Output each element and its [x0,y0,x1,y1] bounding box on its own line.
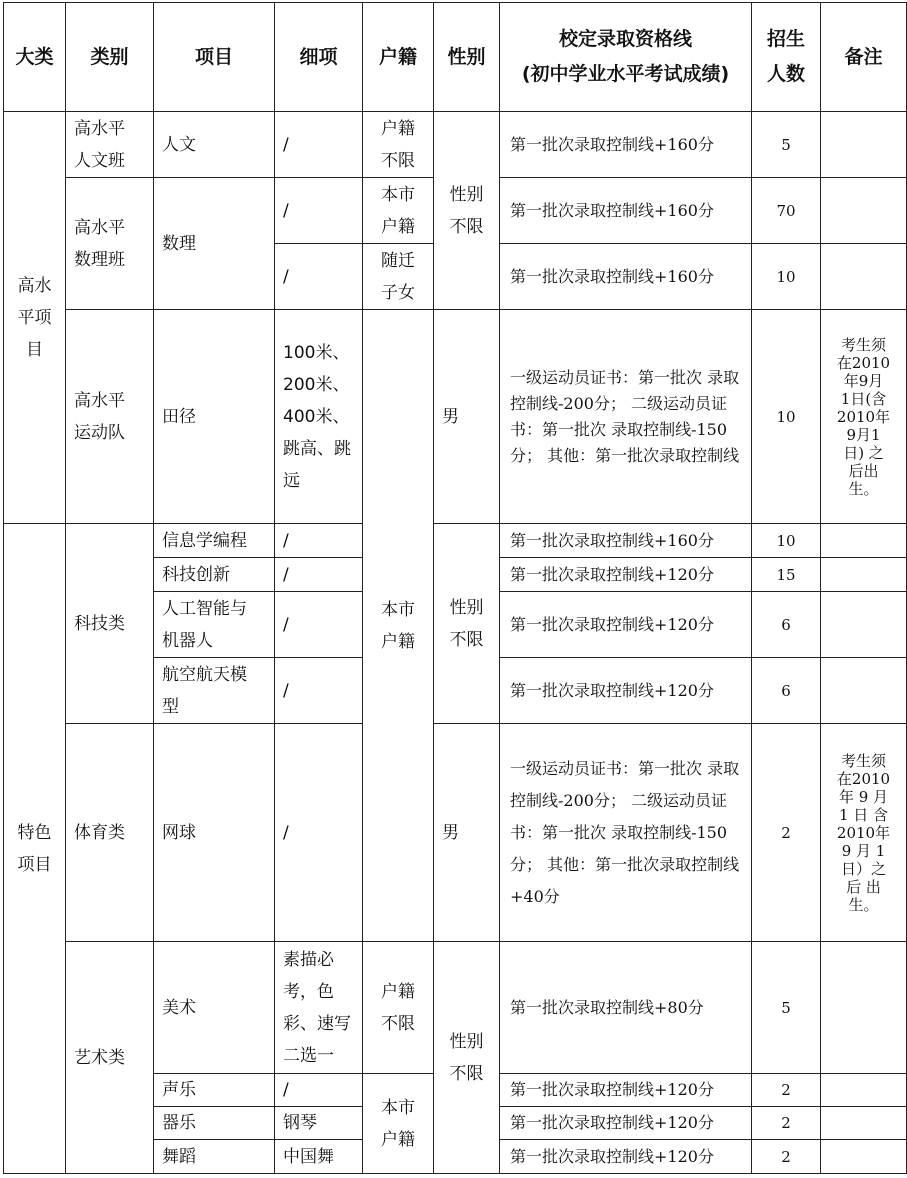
detail-cell: / [275,1074,363,1107]
table-row [4,724,907,942]
requirement-cell: 第一批次录取控制线+120分 [500,1107,752,1140]
header-project: 项目 [154,3,275,112]
detail-cell: / [275,724,363,942]
header-notes: 备注 [821,3,907,112]
detail-cell: 素描必 考，色 彩、速写 二选一 [275,942,363,1074]
quota-cell: 2 [752,1107,821,1140]
requirement-cell: 第一批次录取控制线+120分 [500,1074,752,1107]
project-cell: 航空航天模 型 [154,658,275,724]
project-cell: 科技创新 [154,558,275,592]
project-cell: 美术 [154,942,275,1074]
detail-cell: 中国舞 [275,1140,363,1174]
table-row [4,942,907,1074]
project-cell: 网球 [154,724,275,942]
hukou-cell: 随迁 子女 [363,244,434,310]
project-cell: 信息学编程 [154,524,275,558]
project-cell: 声乐 [154,1074,275,1107]
gender-cell: 性别 不限 [434,942,500,1174]
notes-cell [821,524,907,558]
type-cell: 高水平 人文班 [66,112,154,178]
quota-cell: 2 [752,724,821,942]
requirement-cell: 第一批次录取控制线+160分 [500,524,752,558]
header-hukou: 户籍 [363,3,434,112]
requirement-cell: 第一批次录取控制线+120分 [500,592,752,658]
quota-cell: 10 [752,524,821,558]
detail-cell: / [275,592,363,658]
quota-cell: 2 [752,1074,821,1107]
hukou-cell: 本市 户籍 [363,1074,434,1174]
requirement-cell: 第一批次录取控制线+120分 [500,1140,752,1174]
hukou-cell: 户籍 不限 [363,942,434,1074]
quota-cell: 70 [752,178,821,244]
detail-cell: / [275,524,363,558]
group-special: 特色 项目 [4,524,66,1174]
notes-cell [821,178,907,244]
notes-cell [821,1074,907,1107]
project-cell: 人文 [154,112,275,178]
detail-cell: 100米、 200米、 400米、 跳高、跳 远 [275,310,363,524]
header-quota: 招生 人数 [752,3,821,112]
hukou-cell: 本市 户籍 [363,310,434,942]
notes-cell [821,558,907,592]
gender-cell: 性别 不限 [434,524,500,724]
notes-cell [821,1140,907,1174]
hukou-cell: 本市 户籍 [363,178,434,244]
detail-cell: / [275,244,363,310]
detail-cell: / [275,112,363,178]
notes-cell [821,942,907,1074]
header-requirement: 校定录取资格线 (初中学业水平考试成绩) [500,3,752,112]
header-gender: 性别 [434,3,500,112]
type-cell: 科技类 [66,524,154,724]
group-high-level: 高水 平项 目 [4,112,66,524]
notes-cell [821,592,907,658]
gender-cell: 性别 不限 [434,112,500,310]
requirement-cell: 第一批次录取控制线+160分 [500,178,752,244]
notes-cell: 考生须 在2010 年9月 1日(含 2010年 9月1 日) 之 后出 生。 [821,310,907,524]
type-cell: 体育类 [66,724,154,942]
notes-cell [821,1107,907,1140]
requirement-cell: 第一批次录取控制线+120分 [500,558,752,592]
quota-cell: 10 [752,310,821,524]
project-cell: 田径 [154,310,275,524]
detail-cell: / [275,658,363,724]
notes-cell [821,112,907,178]
header-row [4,3,907,112]
requirement-cell: 第一批次录取控制线+80分 [500,942,752,1074]
quota-cell: 5 [752,942,821,1074]
table-row [4,310,907,524]
notes-cell [821,658,907,724]
notes-cell: 考生须 在2010 年 9 月 1 日 含 2010年 9 月 1 日）之 后 出 生。 [821,724,907,942]
requirement-cell: 第一批次录取控制线+160分 [500,112,752,178]
header-type: 类别 [66,3,154,112]
type-cell: 高水平 数理班 [66,178,154,310]
quota-cell: 15 [752,558,821,592]
requirement-cell: 一级运动员证书：第一批次 录取控制线-200分； 二级运动员证书：第一批次 录取控制线-150分； 其他：第一批次录取控制线 +40分 [500,724,752,942]
project-cell: 器乐 [154,1107,275,1140]
detail-cell: / [275,178,363,244]
quota-cell: 6 [752,592,821,658]
project-cell: 数理 [154,178,275,310]
header-category: 大类 [4,3,66,112]
requirement-cell: 第一批次录取控制线+160分 [500,244,752,310]
type-cell: 高水平 运动队 [66,310,154,524]
admission-table [3,2,907,1174]
project-cell: 人工智能与 机器人 [154,592,275,658]
quota-cell: 6 [752,658,821,724]
table-row [4,524,907,558]
notes-cell [821,244,907,310]
table-row [4,112,907,178]
hukou-cell: 户籍 不限 [363,112,434,178]
requirement-cell: 一级运动员证书：第一批次 录取控制线-200分； 二级运动员证书：第一批次 录取控制线-150分； 其他：第一批次录取控制线 [500,310,752,524]
quota-cell: 2 [752,1140,821,1174]
quota-cell: 5 [752,112,821,178]
requirement-cell: 第一批次录取控制线+120分 [500,658,752,724]
detail-cell: / [275,558,363,592]
type-cell: 艺术类 [66,942,154,1174]
gender-cell: 男 [434,310,500,524]
detail-cell: 钢琴 [275,1107,363,1140]
gender-cell: 男 [434,724,500,942]
quota-cell: 10 [752,244,821,310]
header-detail: 细项 [275,3,363,112]
project-cell: 舞蹈 [154,1140,275,1174]
